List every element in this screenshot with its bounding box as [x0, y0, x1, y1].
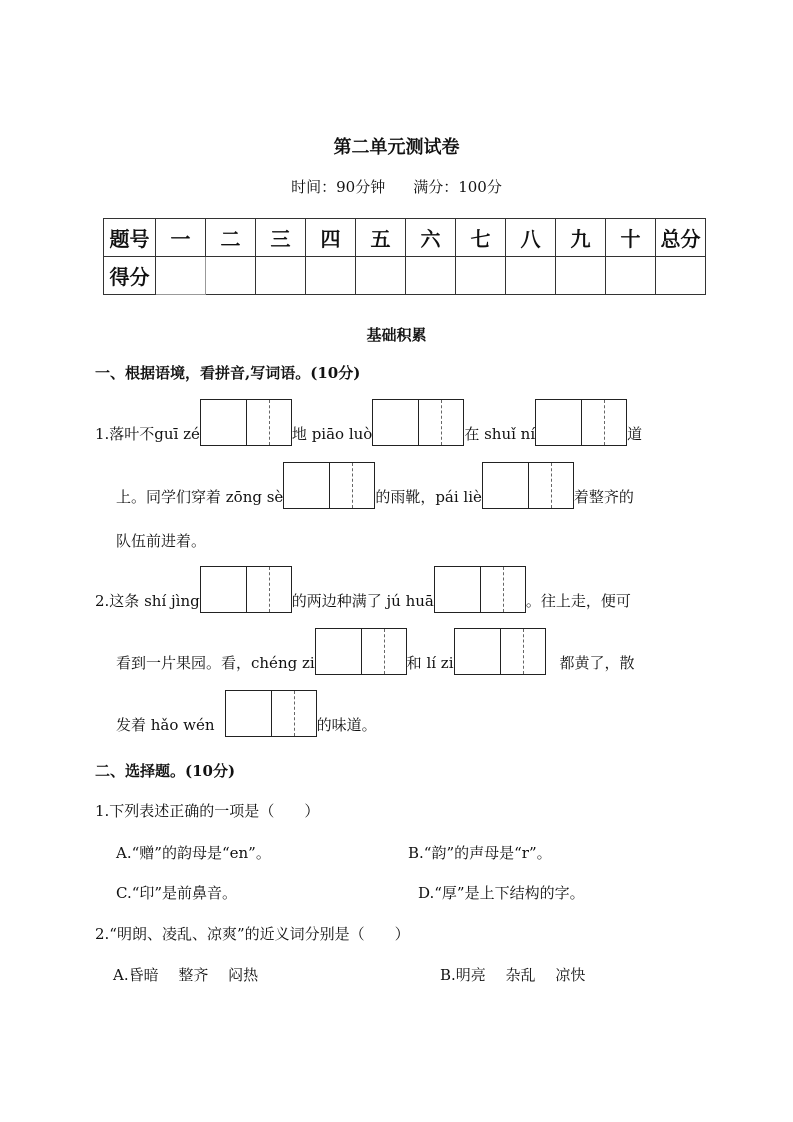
box-divider: [329, 463, 330, 508]
q2-1-stem: 1.下列表述正确的一项是（ ）: [95, 802, 320, 820]
q1-line-2: [116, 462, 634, 507]
answer-box[interactable]: [434, 566, 526, 613]
answer-box[interactable]: [315, 628, 407, 675]
text: 的味道。: [316, 716, 377, 734]
score-cell[interactable]: [506, 257, 556, 295]
box-divider: [418, 400, 419, 445]
answer-box[interactable]: [225, 690, 317, 737]
score-cell[interactable]: [556, 257, 606, 295]
box-divider: [269, 567, 270, 612]
score-header-cell: 九: [556, 219, 606, 257]
score-header-cell: 七: [456, 219, 506, 257]
box-divider: [500, 629, 501, 674]
q2-2-stem: 2.“明朗、凌乱、凉爽”的近义词分别是（ ）: [95, 925, 410, 943]
score-table-score-row: [104, 257, 706, 295]
q2-1-option-c[interactable]: C.“印”是前鼻音。: [116, 884, 238, 902]
score-header-cell: 十: [606, 219, 656, 257]
text: 的雨靴，pái liè: [375, 488, 482, 506]
q1-line-1: [95, 399, 642, 444]
answer-box[interactable]: [454, 628, 546, 675]
score-cell[interactable]: [406, 257, 456, 295]
box-divider: [581, 400, 582, 445]
score-header-cell: 四: [306, 219, 356, 257]
page-title: 第二单元测试卷: [333, 137, 460, 158]
box-divider: [441, 400, 442, 445]
answer-box[interactable]: [372, 399, 464, 446]
text: 看到一片果园。看，chéng zi: [116, 654, 315, 672]
q1-line-5: [116, 628, 635, 673]
box-divider: [294, 691, 295, 736]
text: 地 piāo luò: [291, 425, 373, 443]
time-limit: 时间：90分钟: [291, 178, 386, 196]
score-header-cell: 五: [356, 219, 406, 257]
score-cell[interactable]: [156, 257, 206, 295]
answer-box[interactable]: [482, 462, 574, 509]
text: 都黄了，散: [559, 654, 635, 672]
exam-info: [0, 176, 793, 197]
text: 发着 hǎo wén: [116, 716, 215, 734]
score-cell[interactable]: [606, 257, 656, 295]
box-divider: [523, 629, 524, 674]
full-score: 满分：100分: [413, 178, 502, 196]
box-divider: [269, 400, 270, 445]
q2-1-option-d[interactable]: D.“厚”是上下结构的字。: [418, 884, 585, 902]
text: 1.落叶不guī zé: [95, 425, 200, 443]
question-1-heading: 一、根据语境，看拼音,写词语。(10分): [95, 364, 361, 382]
text: 2.这条 shí jìng: [95, 592, 200, 610]
text: 上。同学们穿着 zōng sè: [116, 488, 284, 506]
q1-line-6: [116, 690, 377, 735]
box-divider: [361, 629, 362, 674]
answer-box[interactable]: [200, 399, 292, 446]
score-header-cell: 一: [156, 219, 206, 257]
score-header-cell: 三: [256, 219, 306, 257]
answer-box[interactable]: [535, 399, 627, 446]
text: 在 shuǐ ní: [464, 425, 536, 443]
text: 的两边种满了 jú huā: [291, 592, 434, 610]
box-divider: [604, 400, 605, 445]
score-header-cell: 题号: [104, 219, 156, 257]
text: 着整齐的: [573, 488, 634, 506]
score-cell[interactable]: [206, 257, 256, 295]
q1-line-4: [95, 566, 631, 611]
text: 道: [627, 425, 643, 443]
question-2-heading: 二、选择题。(10分): [95, 762, 236, 780]
text: 。往上走，便可: [525, 592, 631, 610]
box-divider: [352, 463, 353, 508]
box-divider: [503, 567, 504, 612]
score-cell[interactable]: [356, 257, 406, 295]
q1-line-3: 队伍前进着。: [116, 532, 207, 550]
q2-1-option-b[interactable]: B.“韵”的声母是“r”。: [408, 844, 552, 862]
q2-1-option-a[interactable]: A.“赠”的韵母是“en”。: [116, 844, 271, 862]
score-header-cell: 六: [406, 219, 456, 257]
score-header-cell: 八: [506, 219, 556, 257]
score-cell[interactable]: [456, 257, 506, 295]
box-divider: [551, 463, 552, 508]
q2-2-option-b[interactable]: B.明亮 杂乱 凉快: [440, 966, 586, 984]
score-row-label: 得分: [104, 257, 156, 295]
box-divider: [528, 463, 529, 508]
box-divider: [271, 691, 272, 736]
score-header-cell: 二: [206, 219, 256, 257]
score-table: [103, 218, 706, 295]
score-header-cell: 总分: [656, 219, 706, 257]
text: 和 lí zi: [406, 654, 454, 672]
box-divider: [480, 567, 481, 612]
score-table-header-row: [104, 219, 706, 257]
score-cell[interactable]: [306, 257, 356, 295]
score-cell[interactable]: [256, 257, 306, 295]
box-divider: [246, 400, 247, 445]
answer-box[interactable]: [200, 566, 292, 613]
section-title: 基础积累: [366, 326, 427, 344]
box-divider: [246, 567, 247, 612]
box-divider: [384, 629, 385, 674]
q2-2-option-a[interactable]: A.昏暗 整齐 闷热: [113, 966, 259, 984]
answer-box[interactable]: [283, 462, 375, 509]
score-cell[interactable]: [656, 257, 706, 295]
